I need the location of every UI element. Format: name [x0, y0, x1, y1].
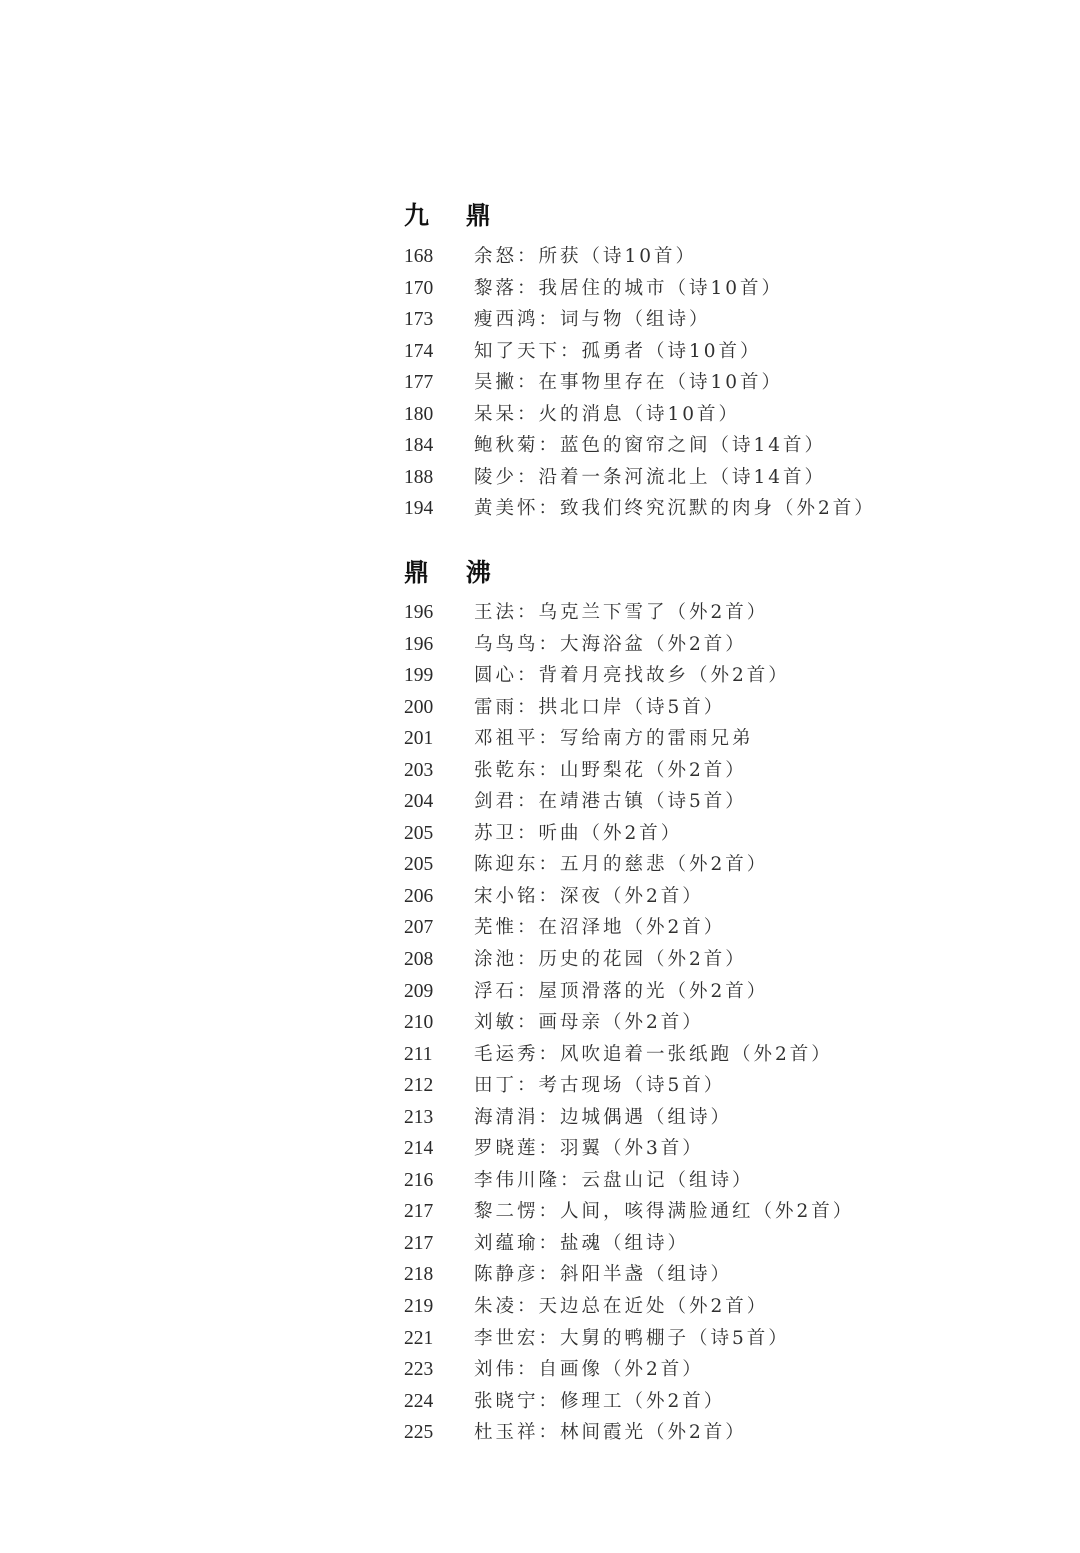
toc-page-number: 170 [404, 277, 434, 299]
toc-entry [404, 818, 854, 850]
toc-entry-title: 刘敏：画母亲（外2首） [474, 1012, 704, 1034]
toc-entry [404, 692, 854, 724]
toc-page-number: 223 [404, 1359, 434, 1381]
toc-entry [404, 944, 854, 976]
toc-entry-title: 涂池：历史的花园（外2首） [474, 949, 747, 971]
toc-page-number: 208 [404, 949, 434, 971]
toc-page-number: 177 [404, 372, 434, 394]
toc-entry-title: 宋小铭：深夜（外2首） [474, 885, 704, 907]
toc-entry [404, 912, 854, 944]
toc-entry-title: 张晓宁：修理工（外2首） [474, 1390, 726, 1412]
toc-entry [404, 1417, 854, 1449]
toc-entry [404, 755, 854, 787]
toc-page-number: 205 [404, 854, 434, 876]
toc-entry-title: 黎落：我居住的城市（诗10首） [474, 277, 784, 299]
toc-entry-title: 张乾东：山野梨花（外2首） [474, 759, 747, 781]
toc-entry [404, 1291, 854, 1323]
toc-entry-title: 余怒：所获（诗10首） [474, 246, 698, 267]
toc-page-number: 196 [404, 633, 434, 655]
toc-entry-title: 王法：乌克兰下雪了（外2首） [474, 602, 769, 623]
toc-entry [404, 1039, 854, 1071]
toc-page-number: 216 [404, 1169, 434, 1191]
toc-page-number: 209 [404, 980, 434, 1002]
toc-page-number: 217 [404, 1232, 434, 1254]
toc-entry-title: 朱凌：天边总在近处（外2首） [474, 1296, 769, 1318]
toc-page-number: 221 [404, 1327, 434, 1349]
toc-entry-title: 圆心：背着月亮找故乡（外2首） [474, 665, 790, 687]
toc-entry-title: 吴撇：在事物里存在（诗10首） [474, 372, 784, 394]
toc-entry [404, 430, 876, 462]
toc-entry-title: 李伟川隆：云盘山记（组诗） [474, 1169, 754, 1191]
toc-entry [404, 336, 876, 368]
toc-entry-title: 陈迎东：五月的慈悲（外2首） [474, 854, 769, 876]
toc-entry [404, 1323, 854, 1355]
toc-page-number: 204 [404, 791, 434, 813]
toc-entry [404, 462, 876, 494]
toc-page-number: 188 [404, 466, 434, 488]
toc-page-number: 219 [404, 1296, 434, 1318]
toc-entry-title: 邓祖平：写给南方的雷雨兄弟 [474, 728, 754, 750]
toc-page-number: 224 [404, 1390, 434, 1412]
toc-page-number: 207 [404, 917, 434, 939]
toc-entry [404, 367, 876, 399]
toc-entry [404, 1007, 854, 1039]
section-list-jiuding [404, 241, 876, 525]
toc-entry [404, 493, 876, 525]
toc-entry-title: 瘦西鸿：词与物（组诗） [474, 309, 711, 331]
toc-entry [404, 1196, 854, 1228]
toc-entry-title: 浮石：屋顶滑落的光（外2首） [474, 980, 769, 1002]
toc-page-number: 199 [404, 665, 434, 687]
toc-page-number: 194 [404, 498, 434, 520]
toc-page-number: 212 [404, 1075, 434, 1097]
toc-page-number: 213 [404, 1106, 434, 1128]
toc-entry-title: 芜惟：在沼泽地（外2首） [474, 917, 726, 939]
toc-page-number: 184 [404, 435, 434, 457]
toc-entry [404, 1354, 854, 1386]
toc-entry [404, 629, 854, 661]
section-title-dingfei: 鼎 沸 [404, 558, 505, 587]
toc-entry [404, 1102, 854, 1134]
toc-page-number: 206 [404, 885, 434, 907]
toc-entry-title: 杜玉祥：林间霞光（外2首） [474, 1422, 747, 1444]
toc-entry [404, 1133, 854, 1165]
toc-entry [404, 597, 854, 629]
toc-page-number: 201 [404, 728, 434, 750]
toc-entry-title: 苏卫：听曲（外2首） [474, 822, 683, 844]
toc-page-number: 203 [404, 759, 434, 781]
toc-entry-title: 田丁：考古现场（诗5首） [474, 1075, 726, 1097]
toc-entry [404, 399, 876, 431]
toc-entry [404, 273, 876, 305]
toc-entry [404, 849, 854, 881]
toc-entry [404, 1386, 854, 1418]
toc-entry-title: 呆呆：火的消息（诗10首） [474, 403, 741, 425]
toc-entry-title: 毛运秀：风吹追着一张纸跑（外2首） [474, 1043, 833, 1065]
toc-entry-title: 海清涓：边城偶遇（组诗） [474, 1106, 733, 1128]
toc-entry [404, 1228, 854, 1260]
section-list-dingfei [404, 597, 854, 1449]
toc-page-number: 174 [404, 340, 434, 362]
toc-page-number: 168 [404, 246, 434, 267]
toc-entry [404, 1259, 854, 1291]
toc-entry-title: 李世宏：大舅的鸭棚子（诗5首） [474, 1327, 790, 1349]
toc-entry [404, 723, 854, 755]
toc-entry-title: 乌鸟鸟：大海浴盆（外2首） [474, 633, 747, 655]
toc-page-number: 225 [404, 1422, 434, 1444]
toc-page-number: 196 [404, 602, 434, 623]
toc-page-number: 218 [404, 1264, 434, 1286]
toc-entry-title: 剑君：在靖港古镇（诗5首） [474, 791, 747, 813]
section-title-jiuding: 九 鼎 [404, 201, 505, 230]
toc-page-number: 217 [404, 1201, 434, 1223]
toc-page-number: 210 [404, 1012, 434, 1034]
toc-page-number: 200 [404, 696, 434, 718]
toc-page-number: 205 [404, 822, 434, 844]
toc-entry [404, 1070, 854, 1102]
toc-entry-title: 鲍秋菊：蓝色的窗帘之间（诗14首） [474, 435, 827, 457]
toc-page-number: 173 [404, 309, 434, 331]
toc-entry [404, 241, 876, 273]
toc-entry-title: 雷雨：拱北口岸（诗5首） [474, 696, 726, 718]
toc-page-number: 180 [404, 403, 434, 425]
toc-entry [404, 660, 854, 692]
toc-entry-title: 罗晓莲：羽翼（外3首） [474, 1138, 704, 1160]
toc-entry-title: 刘伟：自画像（外2首） [474, 1359, 704, 1381]
toc-entry-title: 刘蕴瑜：盐魂（组诗） [474, 1232, 690, 1254]
toc-entry [404, 786, 854, 818]
toc-entry [404, 976, 854, 1008]
toc-entry-title: 黄美怀：致我们终究沉默的肉身（外2首） [474, 498, 876, 520]
toc-entry [404, 304, 876, 336]
toc-entry-title: 陵少：沿着一条河流北上（诗14首） [474, 466, 827, 488]
toc-entry [404, 881, 854, 913]
toc-entry [404, 1165, 854, 1197]
toc-entry-title: 知了天下：孤勇者（诗10首） [474, 340, 762, 362]
toc-entry-title: 陈静彦：斜阳半盏（组诗） [474, 1264, 733, 1286]
toc-page-number: 214 [404, 1138, 434, 1160]
toc-page-number: 211 [404, 1043, 433, 1065]
toc-entry-title: 黎二愣：人间，咳得满脸通红（外2首） [474, 1201, 855, 1223]
